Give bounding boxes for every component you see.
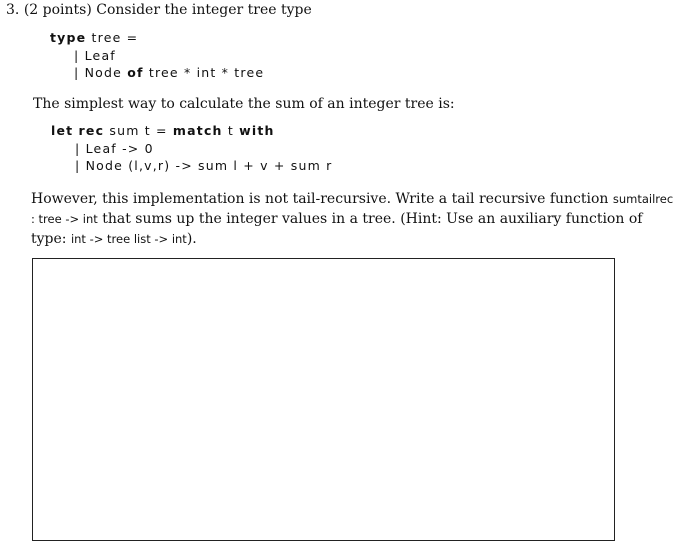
code-text: tree * int * tree (148, 65, 265, 80)
code-text: sum t = (109, 123, 168, 138)
code-keyword: match (172, 123, 223, 138)
code-keyword: with (239, 123, 275, 138)
question-prompt: Consider the integer tree type (96, 2, 312, 18)
type-signature: : tree -> int (31, 212, 98, 226)
question-number: 3. (6, 2, 20, 18)
paragraph-text: that sums up the integer values in a tree. (Hint: Use an auxiliary function of (102, 211, 643, 227)
code-text: t (227, 123, 234, 138)
code-keyword: rec (78, 123, 105, 138)
code-bar: | (74, 65, 80, 80)
code-text: Node (l,v,r) -> sum l + v + sum r (85, 158, 333, 173)
code-bar: | (75, 158, 81, 173)
sum-function-code (51, 122, 332, 175)
sum-intro-text: The simplest way to calculate the sum of an integer tree is: (33, 96, 455, 112)
function-name: sumtailrec (612, 192, 673, 206)
code-keyword: of (127, 65, 144, 80)
question-header (6, 2, 312, 18)
paragraph-text: However, this implementation is not tail-recursive. Write a tail recursive function (31, 191, 609, 207)
code-line (51, 140, 332, 158)
code-line (50, 64, 264, 82)
code-line (50, 29, 264, 47)
paragraph-line (31, 189, 673, 209)
answer-box[interactable] (32, 258, 615, 541)
code-bar: | (75, 140, 81, 156)
code-line (50, 47, 264, 65)
code-line (51, 157, 332, 175)
auxiliary-type-signature: int -> tree list -> int (70, 232, 187, 246)
question-points: (2 points) (23, 2, 92, 18)
paragraph-text: ). (186, 231, 197, 247)
code-text: tree = (91, 30, 139, 45)
task-paragraph (31, 189, 673, 249)
code-text: Leaf (84, 47, 116, 63)
code-keyword: type (50, 30, 87, 45)
code-line (51, 122, 332, 140)
code-bar: | (74, 47, 80, 63)
code-keyword: let (51, 123, 74, 138)
code-text: Leaf -> 0 (85, 140, 154, 156)
paragraph-line (31, 229, 621, 249)
paragraph-text: type: (31, 231, 67, 247)
code-text: Node (84, 65, 123, 80)
type-definition-code (50, 29, 264, 82)
paragraph-line (31, 209, 643, 229)
